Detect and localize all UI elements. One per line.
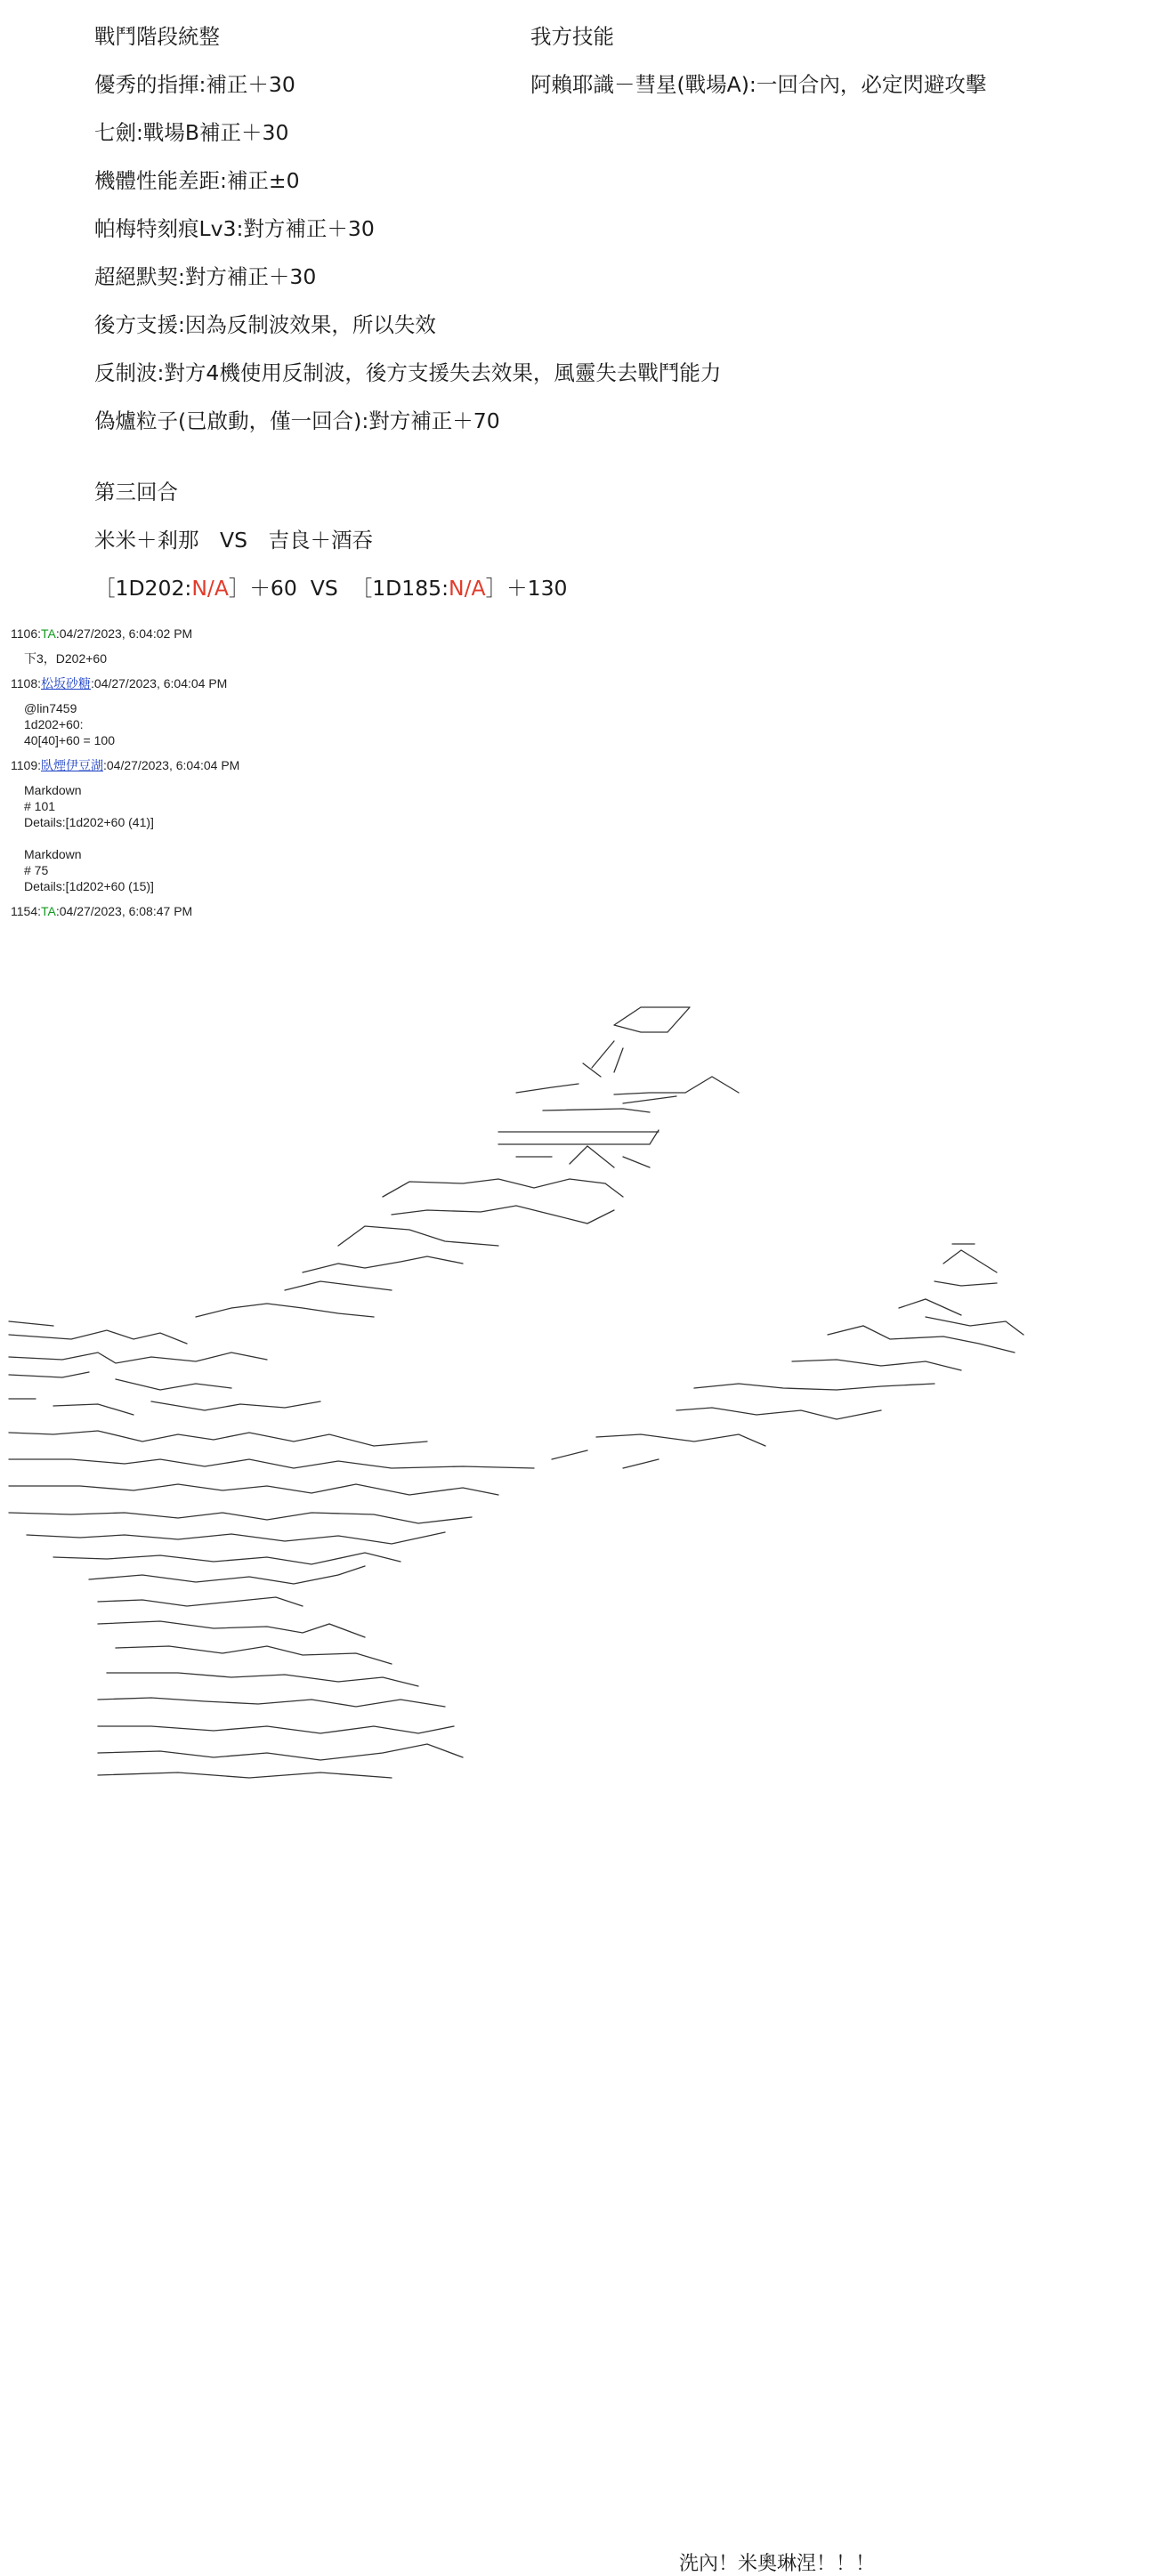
ascii-art-drawing	[0, 986, 1157, 1780]
post	[11, 757, 1141, 894]
summary-line-right: 阿賴耶識－彗星(戰場A):一回合內，必定閃避攻擊	[530, 72, 987, 97]
ascii-art-illustration	[0, 986, 1157, 2575]
post-paragraph: @lin7459 1d202+60: 40[40]+60 = 100	[24, 701, 115, 747]
roll-vs: VS	[310, 576, 338, 601]
roll-left-close: ］＋60	[228, 576, 297, 601]
post-header: 1109:臥煙伊豆湖:04/27/2023, 6:04:04 PM	[11, 758, 240, 772]
post	[11, 675, 1141, 748]
post-datetime: 04/27/2023, 6:04:04 PM	[93, 676, 228, 690]
post-paragraph: Markdown # 101 Details:[1d202+60 (41)]	[24, 783, 154, 829]
summary-line-left: 偽爐粒子(已啟動，僅一回合):對方補正＋70	[94, 408, 500, 433]
summary-line-left: 優秀的指揮:補正＋30	[94, 72, 295, 97]
post	[11, 626, 1141, 666]
post-header: 1106:TA:04/27/2023, 6:04:02 PM	[11, 626, 193, 641]
post-author-link[interactable]: 臥煙伊豆湖	[41, 758, 103, 772]
summary-line-left: 帕梅特刻痕Lv3:對方補正＋30	[94, 216, 375, 241]
summary-line-left: 反制波:對方4機使用反制波，後方支援失去效果，風靈失去戰鬥能力	[94, 360, 722, 385]
post-number: 1108	[11, 676, 38, 690]
summary-header-left: 戰鬥階段統整	[94, 24, 220, 49]
post-paragraph: 下3，D202+60	[24, 651, 108, 666]
summary-line-left: 機體性能差距:補正±0	[94, 168, 300, 193]
post-header: 1108:松坂砂糖:04/27/2023, 6:04:04 PM	[11, 676, 228, 690]
summary-line-left: 超絕默契:對方補正＋30	[94, 264, 317, 289]
post	[11, 903, 1141, 919]
summary-header-row	[94, 12, 1056, 61]
post-author-link[interactable]: 松坂砂糖	[41, 676, 91, 690]
dice-roll-line	[94, 564, 1056, 612]
post-number: 1154	[11, 904, 38, 918]
summary-line-left: 七劍:戰場B補正＋30	[94, 120, 289, 145]
roll-left-open: ［1D202:	[94, 576, 192, 601]
post-header: 1154:TA:04/27/2023, 6:08:47 PM	[11, 904, 193, 918]
post-number: 1106	[11, 626, 38, 641]
summary-line-left: 後方支援:因為反制波效果，所以失效	[94, 312, 436, 337]
post-list	[11, 626, 1141, 919]
matchup	[94, 516, 1056, 564]
roll-right-close: ］＋130	[485, 576, 568, 601]
round-title-text: 第三回合	[94, 480, 178, 505]
summary-line	[94, 157, 1056, 205]
mecha-body	[9, 1321, 534, 1778]
round-title	[94, 468, 1056, 516]
battle-summary	[94, 12, 1056, 612]
post-datetime: 04/27/2023, 6:04:04 PM	[106, 758, 240, 772]
post-author: TA	[41, 904, 56, 918]
summary-line	[94, 397, 1056, 445]
post-datetime: 04/27/2023, 6:08:47 PM	[59, 904, 193, 918]
post-paragraph: Markdown # 75 Details:[1d202+60 (15)]	[24, 847, 154, 893]
post-body	[24, 650, 1141, 666]
summary-line	[94, 253, 1056, 301]
summary-line	[94, 109, 1056, 157]
summary-header-right: 我方技能	[530, 24, 614, 49]
matchup-text: 米米＋剎那 VS 吉良＋酒吞	[94, 528, 373, 553]
post-datetime: 04/27/2023, 6:04:02 PM	[59, 626, 193, 641]
summary-line	[94, 349, 1056, 397]
post-body	[24, 700, 1141, 748]
mecha-right-wing	[552, 1244, 1024, 1468]
roll-right-result: N/A	[449, 576, 486, 601]
summary-line	[94, 205, 1056, 253]
mecha-upper-wing	[196, 1007, 739, 1317]
summary-line	[94, 61, 1056, 109]
summary-line	[94, 301, 1056, 349]
roll-right-open: ［1D185:	[351, 576, 449, 601]
post-body	[24, 782, 1141, 894]
post-author: TA	[41, 626, 56, 641]
post-number: 1109	[11, 758, 38, 772]
roll-left-result: N/A	[191, 576, 229, 601]
ascii-art-caption: 洗內！米奧琳涅！！！	[679, 2553, 876, 2575]
